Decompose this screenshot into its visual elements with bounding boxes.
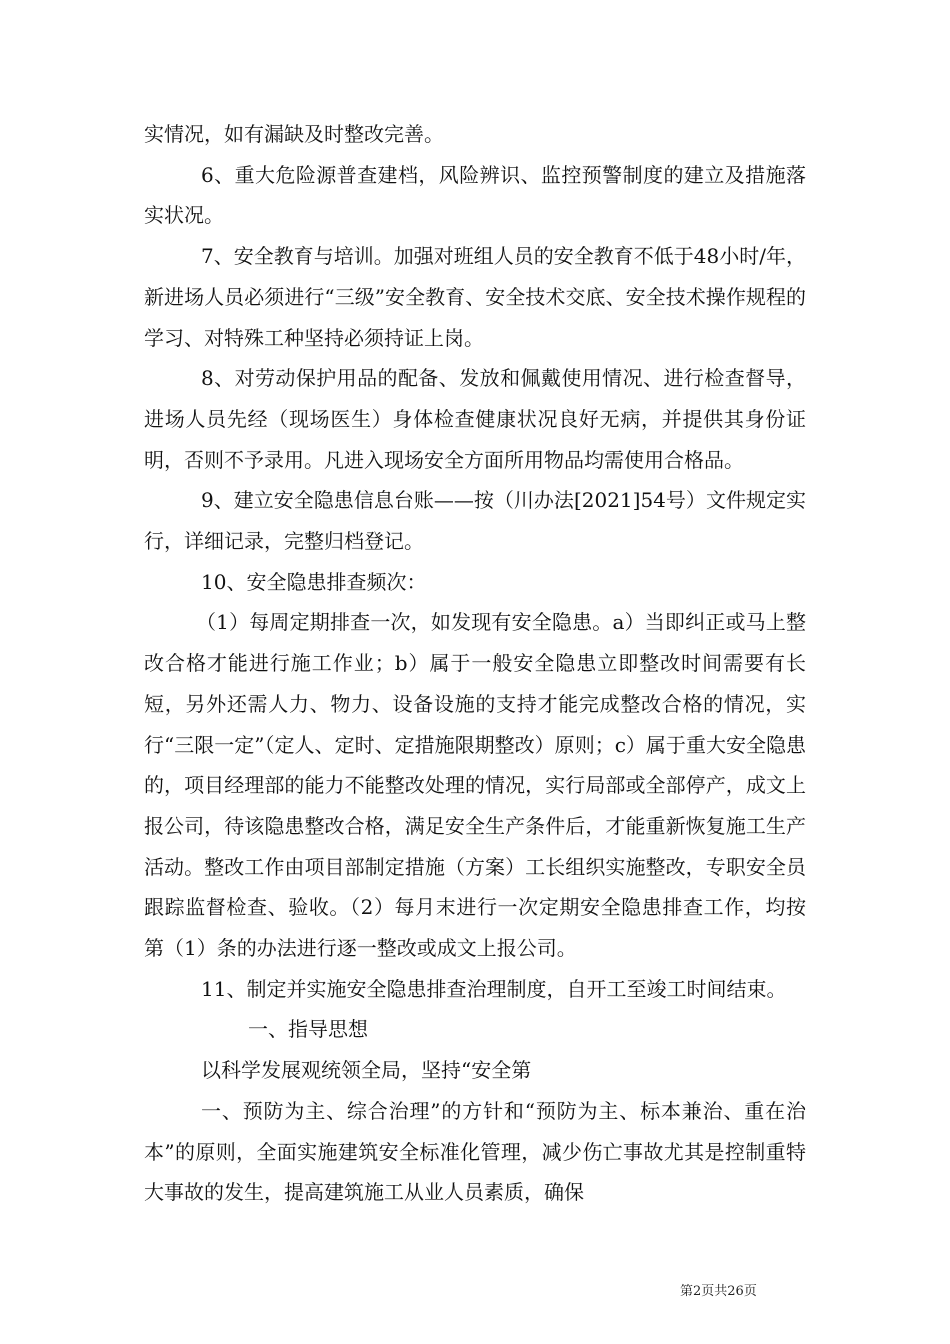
section-heading-guiding-thought: 一、指导思想 [248, 1017, 368, 1042]
paragraph-guiding-body: 一、预防为主、综合治理”的方针和“预防为主、标本兼治、重在治本”的原则，全面实施建筑安全标准化管理，减少伤亡事故尤其是控制重特大事故的发生，提高建筑施工从业人员素质，确保 [144, 1098, 806, 1205]
paragraph-guiding-intro: 以科学发展观统领全局，坚持“安全第 [201, 1058, 532, 1083]
document-body [144, 114, 806, 1213]
paragraph-item-10: 10、安全隐患排查频次： [201, 569, 427, 594]
paragraph-item-6: 6、重大危险源普查建档，风险辨识、监控预警制度的建立及措施落实状况。 [144, 162, 806, 228]
paragraph-item-10-detail: （1）每周定期排查一次，如发现有安全隐患。a）当即纠正或马上整改合格才能进行施工作业；b）属于一般安全隐患立即整改时间需要有长短，另外还需人力、物力、设备设施的支持才能完成整改合格的情况，实行“三限一定”（定人、定时、定措施限期整改）原则；c）属于重大安全隐患的，项目经理部的能力不能整改处理的情况，实行局部或全部停产，成文上报公司，待该隐患整改合格，满足安全生产条件后，才能重新恢复施工生产活动。整改工作由项目部制定措施（方案）工长组织实施整改，专职安全员跟踪监督检查、验收。（2）每月末进行一次定期安全隐患排查工作，均按第（1）条的办法进行逐一整改或成文上报公司。 [144, 610, 806, 961]
page-number: 第2页共26页 [680, 1284, 757, 1299]
paragraph-item-7: 7、安全教育与培训。加强对班组人员的安全教育不低于48小时/年，新进场人员必须进行“三级”安全教育、安全技术交底、安全技术操作规程的学习、对特殊工种坚持必须持证上岗。 [144, 244, 806, 350]
paragraph-item-11: 11、制定并实施安全隐患排查治理制度，自开工至竣工时间结束。 [201, 976, 787, 1001]
paragraph-item-8: 8、对劳动保护用品的配备、发放和佩戴使用情况、进行检查督导，进场人员先经（现场医生）身体检查健康状况良好无病，并提供其身份证明，否则不予录用。凡进入现场安全方面所用物品均需使用合格品。 [144, 366, 806, 472]
paragraph-item-9: 9、建立安全隐患信息台账——按（川办法[2021]54号）文件规定实行，详细记录，完整归档登记。 [144, 488, 806, 554]
paragraph-continuation: 实情况，如有漏缺及时整改完善。 [144, 122, 444, 146]
